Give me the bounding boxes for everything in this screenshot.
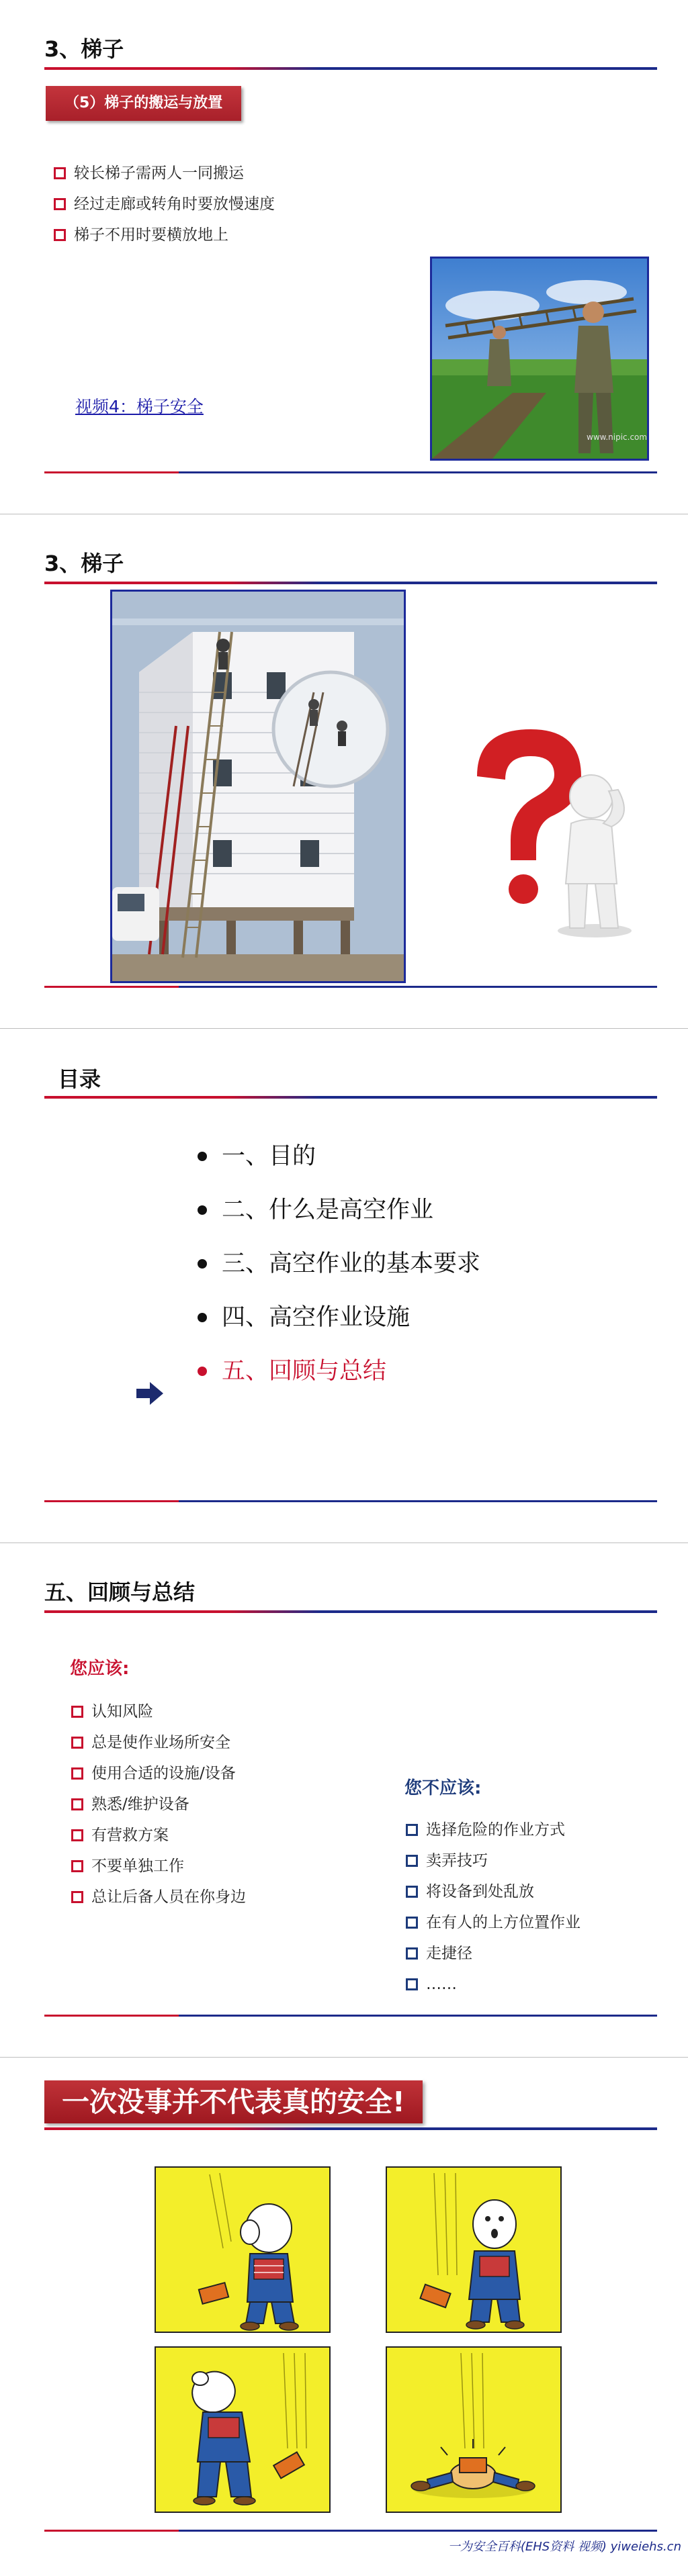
should-heading: 您应该: — [70, 1659, 130, 1679]
bullet-dot-icon — [198, 1367, 207, 1376]
list-item: 不要单独工作 — [71, 1851, 246, 1882]
list-item: 熟悉/维护设备 — [71, 1789, 246, 1820]
title-divider — [44, 67, 657, 70]
svg-text:www.nipic.com: www.nipic.com — [587, 432, 647, 442]
cartoon-panel — [386, 2166, 562, 2333]
list-item: 卖弄技巧 — [406, 1845, 580, 1876]
slide-safety-cartoon — [0, 2058, 688, 2576]
footer-rule-red — [44, 1500, 179, 1502]
bullet-list — [54, 158, 275, 250]
slide-title: 目录 — [58, 1066, 101, 1092]
cartoon-panel — [155, 2346, 331, 2513]
slide-review-summary — [0, 1543, 688, 2058]
toc-item: 三、高空作业的基本要求 — [195, 1237, 480, 1291]
list-item: 总让后备人员在你身边 — [71, 1882, 246, 1913]
arrow-pointer-icon — [136, 1382, 163, 1408]
list-item: 梯子不用时要横放地上 — [54, 220, 275, 250]
cartoon-panel — [386, 2346, 562, 2513]
slide-ladder-carrying — [0, 0, 688, 514]
slide-title: 五、回顾与总结 — [44, 1579, 196, 1605]
slide-title: 3、梯子 — [44, 36, 124, 62]
square-bullet-icon — [406, 1824, 418, 1836]
toc-item: 四、高空作业设施 — [195, 1291, 480, 1344]
list-item: 较长梯子需两人一同搬运 — [54, 158, 275, 189]
cartoon-panel — [155, 2166, 331, 2333]
square-bullet-icon — [54, 198, 66, 210]
square-bullet-icon — [406, 1978, 418, 1990]
square-bullet-icon — [71, 1891, 83, 1903]
footer-rule-red — [44, 986, 179, 988]
footer-rule-red — [44, 471, 179, 473]
square-bullet-icon — [71, 1798, 83, 1810]
square-bullet-icon — [406, 1917, 418, 1929]
title-divider — [44, 1096, 657, 1099]
list-item: 走捷径 — [406, 1938, 580, 1969]
should-not-heading: 您不应该: — [404, 1778, 482, 1798]
square-bullet-icon — [71, 1767, 83, 1780]
square-bullet-icon — [406, 1886, 418, 1898]
square-bullet-icon — [71, 1860, 83, 1872]
footer-rule-red — [44, 2015, 179, 2017]
bullet-dot-icon — [198, 1205, 207, 1215]
should-not-list — [406, 1814, 580, 2000]
footer-watermark: 一为安全百科(EHS资料 视频) yiweiehs.cn — [447, 2540, 681, 2554]
bullet-dot-icon — [198, 1259, 207, 1269]
list-item: 在有人的上方位置作业 — [406, 1907, 580, 1938]
footer-rule-blue — [179, 2530, 657, 2532]
footer-rule-blue — [179, 471, 657, 473]
list-item: 总是使作业场所安全 — [71, 1727, 246, 1758]
ladder-carrying-photo — [430, 257, 649, 461]
title-divider — [44, 1610, 657, 1613]
should-list — [71, 1696, 246, 1913]
title-divider — [44, 2127, 657, 2130]
toc-item: 一、目的 — [195, 1130, 480, 1183]
square-bullet-icon — [71, 1706, 83, 1718]
table-of-contents — [195, 1130, 480, 1398]
section-badge: （5）梯子的搬运与放置 — [46, 86, 241, 121]
toc-item: 二、什么是高空作业 — [195, 1183, 480, 1237]
square-bullet-icon — [54, 229, 66, 241]
square-bullet-icon — [71, 1737, 83, 1749]
toc-item-active: 五、回顾与总结 — [195, 1344, 480, 1398]
footer-rule-blue — [179, 986, 657, 988]
square-bullet-icon — [71, 1829, 83, 1841]
video-link[interactable]: 视频4：梯子安全 — [75, 397, 204, 416]
footer-rule-red — [44, 2530, 179, 2532]
question-mark-figure — [457, 716, 638, 944]
house-ladders-photo — [110, 590, 406, 983]
list-item: 使用合适的设施/设备 — [71, 1758, 246, 1789]
list-item: 有营救方案 — [71, 1820, 246, 1851]
list-item: …… — [406, 1969, 580, 2000]
slide-ladder-question — [0, 514, 688, 1029]
square-bullet-icon — [54, 167, 66, 179]
list-item: 将设备到处乱放 — [406, 1876, 580, 1907]
bullet-dot-icon — [198, 1313, 207, 1322]
slide-title: 3、梯子 — [44, 551, 124, 576]
list-item: 选择危险的作业方式 — [406, 1814, 580, 1845]
list-item: 认知风险 — [71, 1696, 246, 1727]
footer-rule-blue — [179, 1500, 657, 1502]
square-bullet-icon — [406, 1855, 418, 1867]
square-bullet-icon — [406, 1947, 418, 1960]
list-item: 经过走廊或转角时要放慢速度 — [54, 189, 275, 220]
slide-contents — [0, 1029, 688, 1543]
title-divider — [44, 582, 657, 584]
footer-rule-blue — [179, 2015, 657, 2017]
bullet-dot-icon — [198, 1152, 207, 1161]
slide-banner: 一次没事并不代表真的安全! — [44, 2080, 423, 2123]
